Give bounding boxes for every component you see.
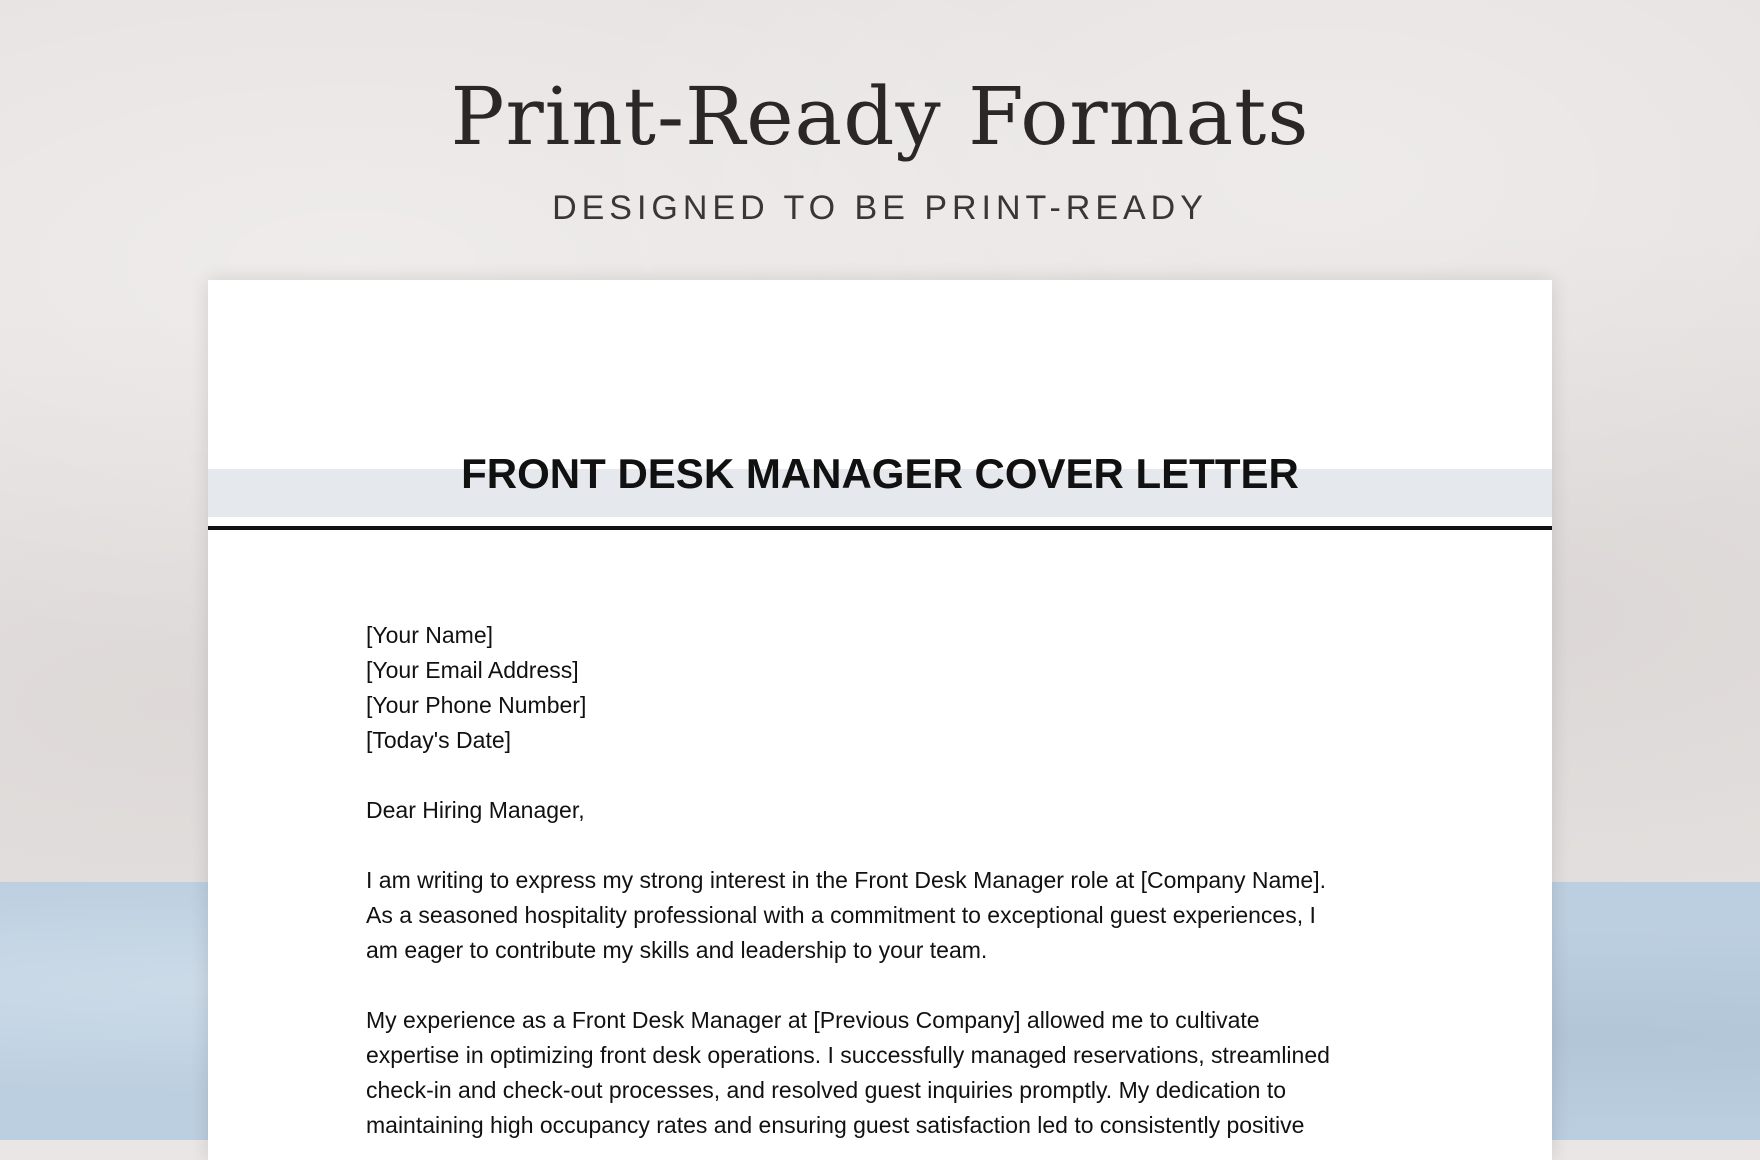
salutation: Dear Hiring Manager, [366, 797, 585, 823]
page-subtitle: DESIGNED TO BE PRINT-READY [552, 189, 1208, 227]
spacer [366, 758, 1406, 793]
paragraph-2-line: My experience as a Front Desk Manager at [Previous Company] allowed me to cultivate [366, 1007, 1260, 1033]
document-preview [208, 280, 1552, 1160]
contact-name: [Your Name] [366, 622, 493, 648]
paragraph-2-line: check-in and check-out processes, and resolved guest inquiries promptly. My dedication to [366, 1077, 1287, 1103]
paragraph-1-line: As a seasoned hospitality professional with a commitment to exceptional guest experiences, I [366, 902, 1316, 928]
document-title: FRONT DESK MANAGER COVER LETTER [461, 450, 1299, 497]
paragraph-2-line: maintaining high occupancy rates and ensuring guest satisfaction led to consistently positive [366, 1112, 1305, 1138]
spacer [366, 828, 1406, 863]
contact-date: [Today's Date] [366, 727, 512, 753]
paragraph-1-line: I am writing to express my strong interest in the Front Desk Manager role at [Company Name]. [366, 867, 1326, 893]
page-title: Print-Ready Formats [450, 70, 1310, 163]
paragraph-2-line: expertise in optimizing front desk operations. I successfully managed reservations, streamlined [366, 1042, 1330, 1068]
paragraph-1-line: am eager to contribute my skills and leadership to your team. [366, 937, 988, 963]
document-body [366, 618, 1406, 1143]
contact-email: [Your Email Address] [366, 657, 579, 683]
spacer [366, 968, 1406, 1003]
document-title-rule [208, 526, 1552, 530]
contact-phone: [Your Phone Number] [366, 692, 587, 718]
